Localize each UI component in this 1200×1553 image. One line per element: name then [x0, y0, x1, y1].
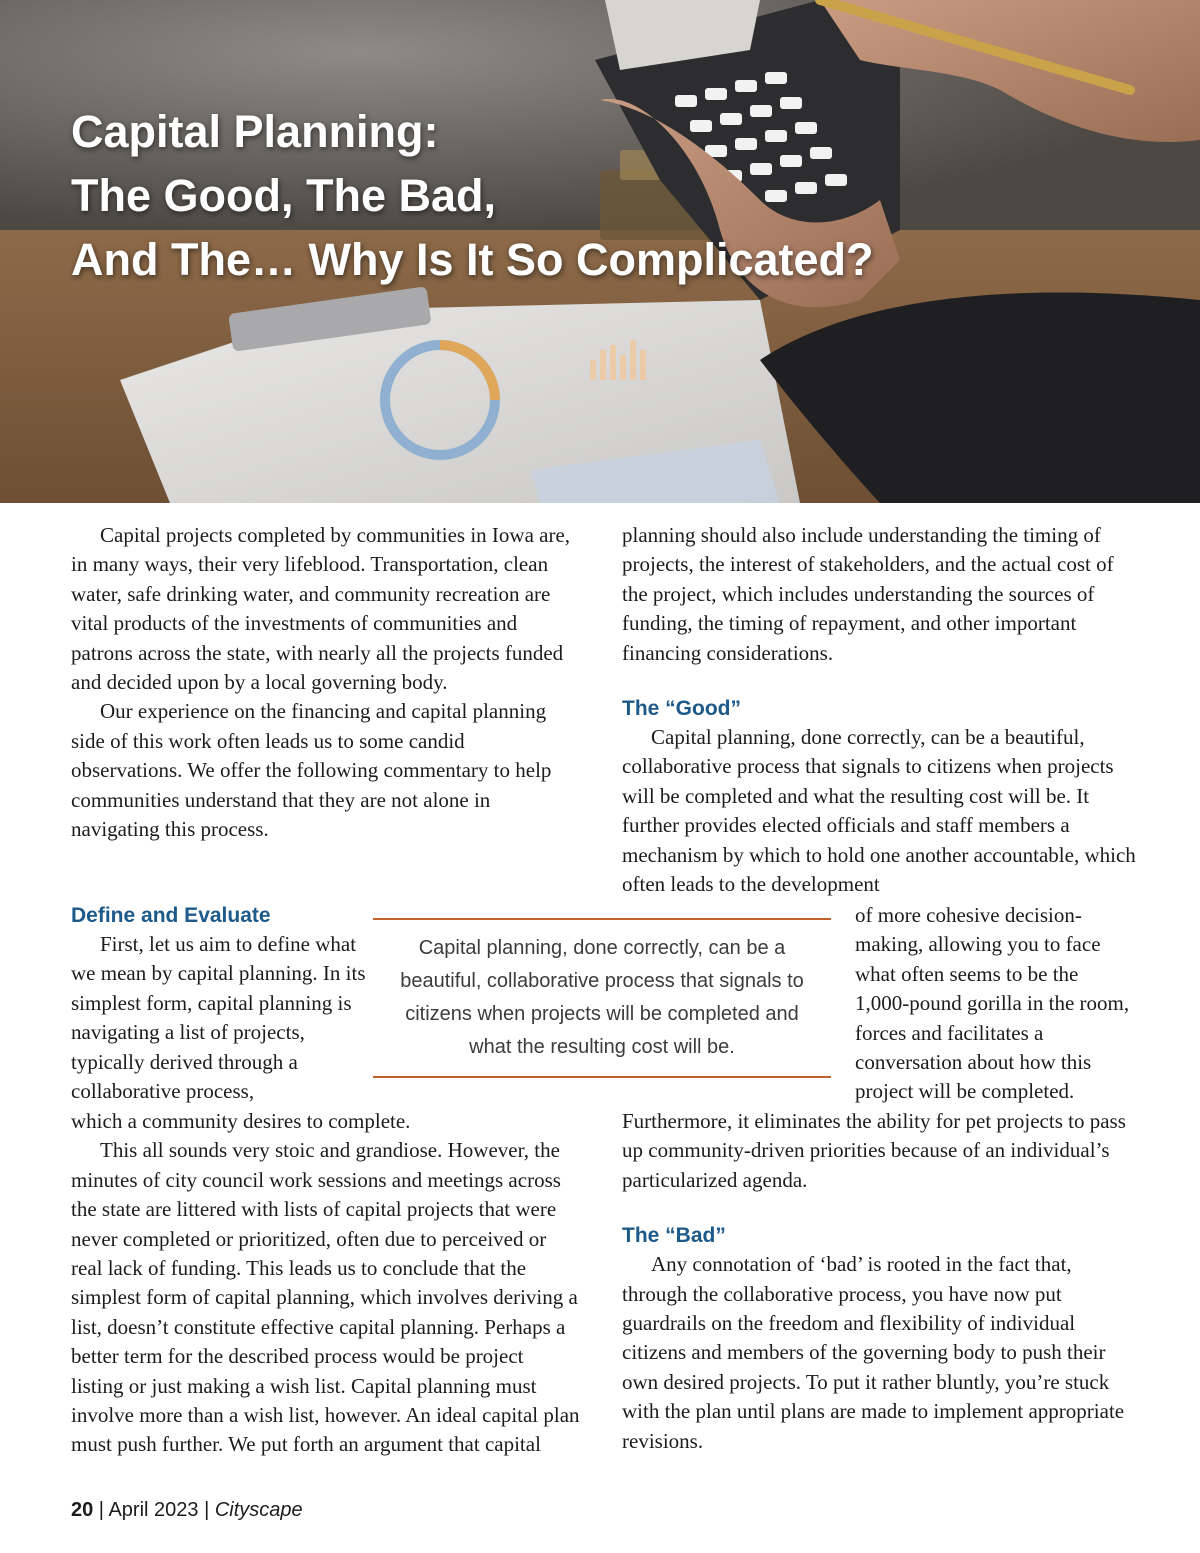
good-heading: The “Good” — [622, 697, 741, 721]
left-column-intro — [71, 521, 581, 844]
continued-paragraph: planning should also include understanding the timing of projects, the interest of stakeholders, and the actual cost of the project, which includes understanding the sources of funding, the timing of repayment, and other important financing considerations. — [622, 523, 1114, 665]
pull-quote-text: Capital planning, done correctly, can be a beautiful, collaborative process that signals to citizens when projects will be completed and what the resulting cost will be. — [400, 937, 804, 1058]
article-title — [71, 100, 874, 292]
intro-paragraph-1: Capital projects completed by communities in Iowa are, in many ways, their very lifeblood. Transportation, clean water, safe drinking water, and community recreation are vital products of the investments of communities and patrons across the state, with nearly all the projects funded and decided upon by a local governing body. — [71, 523, 571, 695]
title-line-1: Capital Planning: — [71, 106, 439, 157]
define-wrapped-text — [71, 930, 371, 1106]
good-paragraph-1-end: Furthermore, it eliminates the ability for pet projects to pass up community-driven priorities because of an individual’s particularized agenda. — [622, 1109, 1126, 1192]
bad-heading: The “Bad” — [622, 1224, 726, 1248]
define-evaluate-heading: Define and Evaluate — [71, 904, 271, 927]
bad-paragraph-1: Any connotation of ‘bad’ is rooted in the fact that, through the collaborative process, you have now put guardrails on the freedom and flexibility of individual citizens and members of the governing body to push their own desired projects. To put it rather bluntly, you’re stuck with the plan until plans are made to implement appropriate revisions. — [622, 1252, 1125, 1453]
issue-date: April 2023 — [108, 1499, 199, 1521]
title-line-3: And The… Why Is It So Complicated? — [71, 234, 874, 285]
right-column-upper — [622, 521, 1142, 899]
define-paragraph-1-wrapped: First, let us aim to define what we mean by capital planning. In its simplest form, capital planning is navigating a list of projects, typically derived through a collaborative process, — [71, 932, 366, 1104]
define-paragraph-2: This all sounds very stoic and grandiose. However, the minutes of city council work sessions and meetings across the state are littered with lists of capital projects that were never completed or prioritized, often due to perceived or real lack of funding. This leads us to conclude that the simplest form of capital planning, which involves deriving a list, doesn’t constitute effective capital planning. Perhaps a better term for the described process would be project listing or just making a wish list. Capital planning must involve more than a wish list, however. An ideal capital plan must push further. We put forth an argument that capital — [71, 1138, 580, 1457]
footer-separator-1: | — [93, 1499, 109, 1521]
title-line-2: The Good, The Bad, — [71, 170, 496, 221]
footer-separator-2: | — [198, 1499, 215, 1521]
left-column-lower — [71, 1107, 581, 1460]
hero-image — [0, 0, 1200, 503]
pull-quote — [373, 918, 831, 1078]
good-wrapped-text — [855, 901, 1130, 1107]
good-paragraph-1: Capital planning, done correctly, can be a beautiful, collaborative process that signals to citizens when projects will be completed and what the resulting cost will be. It further provides elected officials and staff members a mechanism by which to hold one another accountable, which often leads to the development — [622, 725, 1136, 897]
page-footer — [71, 1499, 303, 1522]
right-column-lower — [622, 1107, 1142, 1456]
intro-paragraph-2: Our experience on the financing and capital planning side of this work often leads us to some candid observations. We offer the following commentary to help communities understand that they are not alone in navigating this process. — [71, 699, 552, 842]
page-number: 20 — [71, 1499, 94, 1521]
publication-name: Cityscape — [214, 1499, 303, 1521]
define-paragraph-1-end: which a community desires to complete. — [71, 1109, 411, 1133]
good-paragraph-1-wrapped: of more cohesive decision-making, allowing you to face what often seems to be the 1,000-pound gorilla in the room, forces and facilitates a conversation about how this project will be completed. — [855, 903, 1130, 1104]
